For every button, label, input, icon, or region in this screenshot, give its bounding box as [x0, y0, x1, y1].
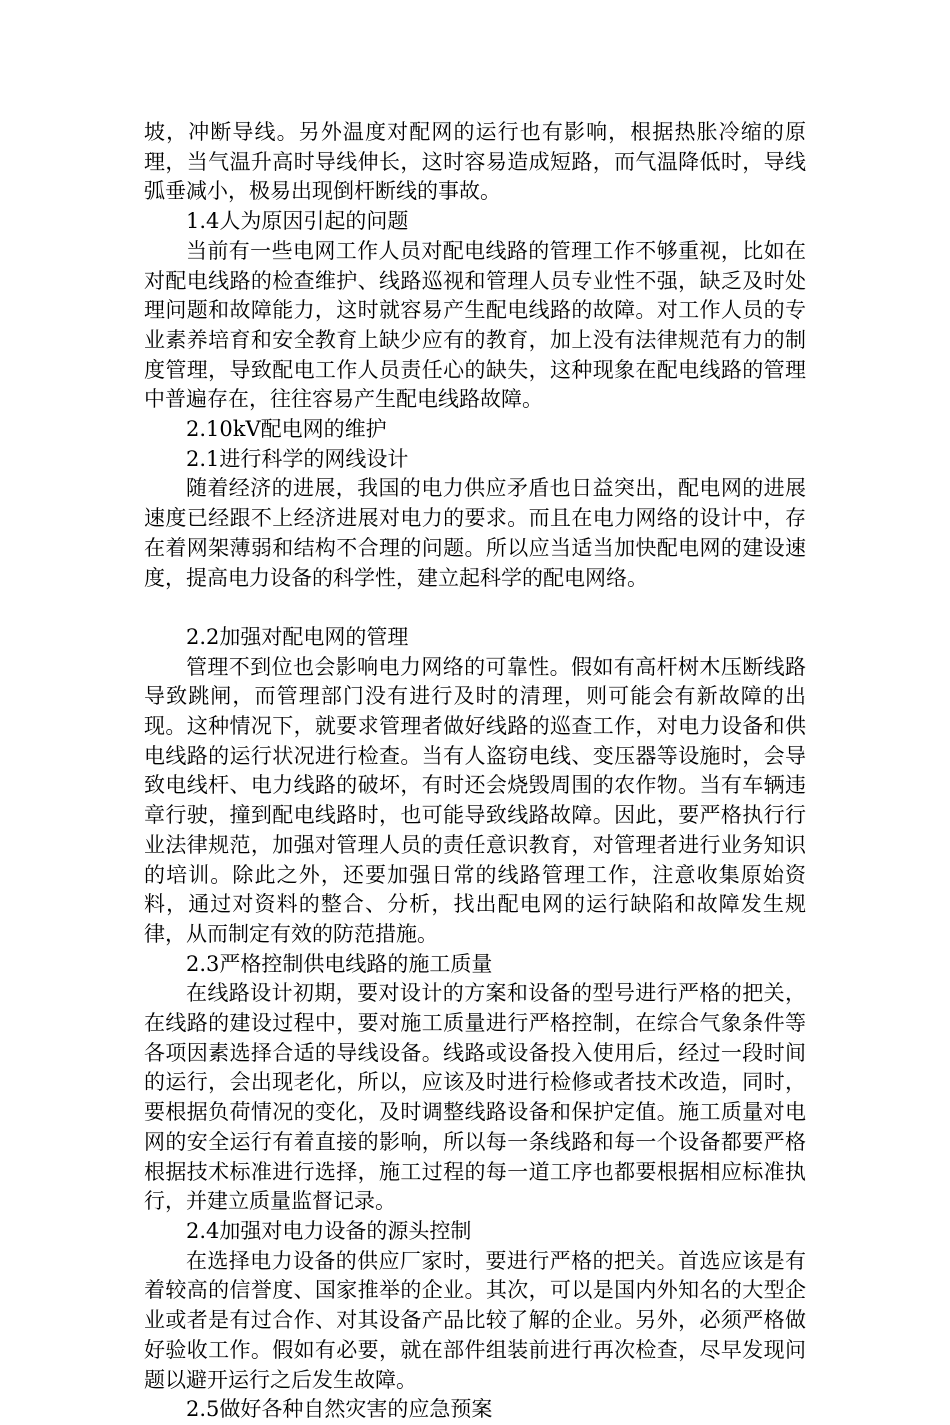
heading-2-3: 2.3严格控制供电线路的施工质量: [186, 951, 493, 976]
paragraph-construction-quality: 在线路设计初期，要对设计的方案和设备的型号进行严格的把关，在线路的建设过程中，要对施工质量进行严格控制，在综合气象条件等各项因素选择合适的导线设备。线路或设备投入使用后，经过一段时间的运行，会出现老化，所以，应该及时进行检修或者技术改造，同时，要根据负荷情况的变化，及时调整线路设备和保护定值。施工质量对电网的安全运行有着直接的影响，所以每一条线路和每一个设备都要严格根据技术标准进行选择，施工过程的每一道工序也都要根据相应标准执行，并建立质量监督记录。: [144, 981, 806, 1214]
heading-2-5: 2.5做好各种自然灾害的应急预案: [186, 1397, 493, 1422]
heading-1-4: 1.4人为原因引起的问题: [186, 209, 409, 234]
heading-2-1: 2.1进行科学的网线设计: [186, 446, 409, 471]
document-page: [144, 118, 806, 1425]
paragraph-equipment-source: 在选择电力设备的供应厂家时，要进行严格的把关。首选应该是有着较高的信誉度、国家推举的企业。其次，可以是国内外知名的大型企业或者是有过合作、对其设备产品比较了解的企业。另外，必须严格做好验收工作。假如有必要，就在部件组装前进行再次检查，尽早发现问题以避开运行之后发生故障。: [144, 1248, 806, 1392]
heading-2: 2.10kV配电网的维护: [186, 417, 387, 442]
paragraph-weather-impact: 坡，冲断导线。另外温度对配网的运行也有影响，根据热胀冷缩的原理，当气温升高时导线伸长，这时容易造成短路，而气温降低时，导线弧垂减小，极易出现倒杆断线的事故。: [144, 120, 806, 204]
paragraph-management: 管理不到位也会影响电力网络的可靠性。假如有高杆树木压断线路导致跳闸，而管理部门没有进行及时的清理，则可能会有新故障的出现。这种情况下，就要求管理者做好线路的巡查工作，对电力设备和供电线路的运行状况进行检查。当有人盗窃电线、变压器等设施时，会导致电线杆、电力线路的破坏，有时还会烧毁周围的农作物。当有车辆违章行驶，撞到配电线路时，也可能导致线路故障。因此，要严格执行行业法律规范，加强对管理人员的责任意识教育，对管理者进行业务知识的培训。除此之外，还要加强日常的线路管理工作，注意收集原始资料，通过对资料的整合、分析，找出配电网的运行缺陷和故障发生规律，从而制定有效的防范措施。: [144, 654, 806, 946]
paragraph-human-factors: 当前有一些电网工作人员对配电线路的管理工作不够重视，比如在对配电线路的检查维护、线路巡视和管理人员专业性不强，缺乏及时处理问题和故障能力，这时就容易产生配电线路的故障。对工作人员的专业素养培育和安全教育上缺少应有的教育，加上没有法律规范有力的制度管理，导致配电工作人员责任心的缺失，这种现象在配电线路的管理中普遍存在，往往容易产生配电线路故障。: [144, 238, 806, 412]
heading-2-2: 2.2加强对配电网的管理: [186, 624, 409, 649]
paragraph-network-design: 随着经济的进展，我国的电力供应矛盾也日益突出，配电网的进展速度已经跟不上经济进展对电力的要求。而且在电力网络的设计中，存在着网架薄弱和结构不合理的问题。所以应当适当加快配电网的建设速度，提高电力设备的科学性，建立起科学的配电网络。: [144, 476, 806, 590]
blank-line: [144, 593, 806, 623]
heading-2-4: 2.4加强对电力设备的源头控制: [186, 1219, 472, 1243]
